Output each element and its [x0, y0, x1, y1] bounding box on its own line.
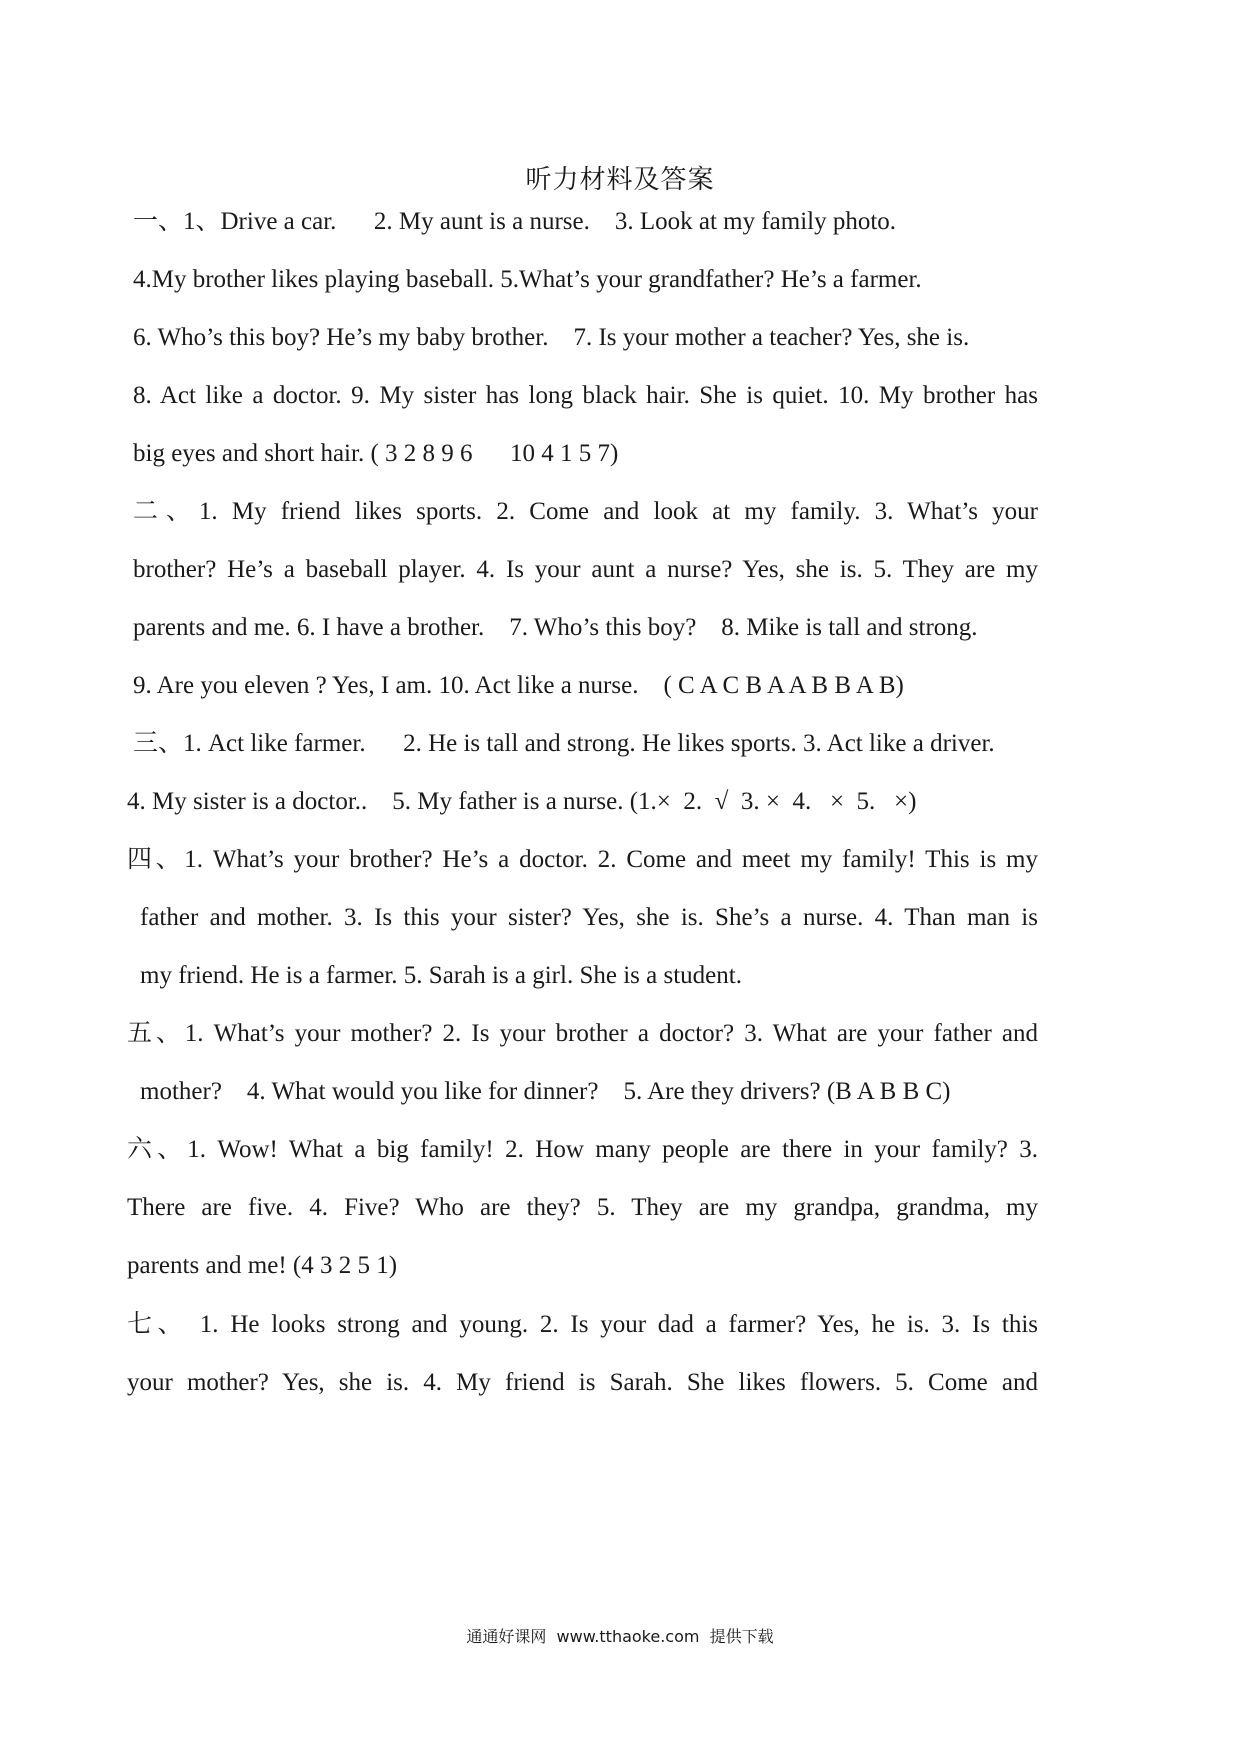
text-line: mother? 4. What would you like for dinner? 5. Are they drivers? (B A B B C): [140, 1078, 951, 1105]
page-title: 听力材料及答案: [525, 165, 715, 195]
text-line: There are five. 4. Five? Who are they? 5. They are my grandpa, grandma, my: [127, 1194, 1038, 1221]
text-line: 五、1. What’s your mother? 2. Is your brother a doctor? 3. What are your father and: [127, 1020, 1038, 1047]
text-line: your mother? Yes, she is. 4. My friend is Sarah. She likes flowers. 5. Come and: [127, 1369, 1038, 1396]
text-line: 9. Are you eleven ? Yes, I am. 10. Act like a nurse. ( C A C B A A B B A B): [133, 672, 904, 699]
text-line: 4.My brother likes playing baseball. 5.What’s your grandfather? He’s a farmer.: [133, 266, 922, 293]
text-line: 8. Act like a doctor. 9. My sister has long black hair. She is quiet. 10. My brother has: [133, 382, 1038, 409]
text-line: big eyes and short hair. ( 3 2 8 9 6 10 4 1 5 7): [133, 440, 619, 467]
text-line: 四、1. What’s your brother? He’s a doctor. 2. Come and meet my family! This is my: [127, 846, 1038, 873]
text-line: 六、1. Wow! What a big family! 2. How many people are there in your family? 3.: [127, 1136, 1038, 1163]
text-line: 二、1. My friend likes sports. 2. Come and look at my family. 3. What’s your: [133, 498, 1038, 525]
text-line: 6. Who’s this boy? He’s my baby brother. 7. Is your mother a teacher? Yes, she is.: [133, 324, 970, 351]
text-line: 4. My sister is a doctor.. 5. My father is a nurse. (1.× 2. √ 3. × 4. × 5. ×): [127, 788, 917, 815]
text-line: 一、1、Drive a car. 2. My aunt is a nurse. 3. Look at my family photo.: [133, 208, 897, 235]
text-line: 三、1. Act like farmer. 2. He is tall and strong. He likes sports. 3. Act like a driver.: [133, 730, 995, 757]
footer-source: 通通好课网 www.tthaoke.com 提供下载: [466, 1627, 774, 1646]
text-line: my friend. He is a farmer. 5. Sarah is a girl. She is a student.: [140, 962, 742, 989]
text-line: father and mother. 3. Is this your sister? Yes, she is. She’s a nurse. 4. Than man is: [140, 904, 1038, 931]
text-line: parents and me. 6. I have a brother. 7. Who’s this boy? 8. Mike is tall and strong.: [133, 614, 978, 641]
text-line: parents and me! (4 3 2 5 1): [127, 1252, 398, 1279]
text-line: brother? He’s a baseball player. 4. Is your aunt a nurse? Yes, she is. 5. They are my: [133, 556, 1038, 583]
text-line: 七、 1. He looks strong and young. 2. Is your dad a farmer? Yes, he is. 3. Is this: [127, 1311, 1038, 1338]
